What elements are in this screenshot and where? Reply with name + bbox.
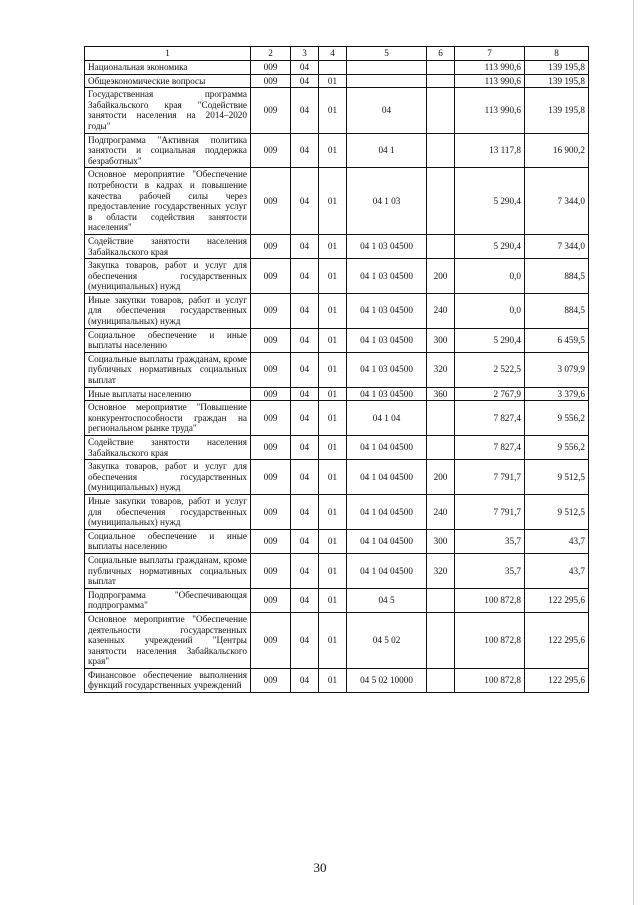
department-code-cell: 009 xyxy=(251,612,291,668)
section-code-cell: 04 xyxy=(291,553,319,588)
department-code-cell: 009 xyxy=(251,88,291,133)
amount-year2-cell: 884,5 xyxy=(525,259,589,294)
table-row xyxy=(85,387,589,401)
table-row xyxy=(85,61,589,75)
expense-type-cell xyxy=(427,88,455,133)
department-code-cell: 009 xyxy=(251,328,291,352)
target-article-cell: 04 1 04 xyxy=(347,401,427,436)
item-name-cell: Национальная экономика xyxy=(85,61,251,75)
header-cell: 8 xyxy=(525,47,589,61)
amount-year2-cell: 122 295,6 xyxy=(525,612,589,668)
subsection-code-cell: 01 xyxy=(319,88,347,133)
amount-year2-cell: 122 295,6 xyxy=(525,588,589,612)
section-code-cell: 04 xyxy=(291,293,319,328)
item-name-cell: Социальные выплаты гражданам, кроме публичных нормативных социальных выплат xyxy=(85,352,251,387)
page-edge xyxy=(633,0,634,905)
table-row xyxy=(85,529,589,553)
header-cell: 3 xyxy=(291,47,319,61)
expense-type-cell xyxy=(427,668,455,692)
table-row xyxy=(85,328,589,352)
subsection-code-cell: 01 xyxy=(319,588,347,612)
target-article-cell: 04 1 03 04500 xyxy=(347,234,427,258)
table-row xyxy=(85,293,589,328)
item-name-cell: Подпрограмма "Активная политика занятости и социальная поддержка безработных" xyxy=(85,133,251,168)
amount-year2-cell: 6 459,5 xyxy=(525,328,589,352)
header-cell: 2 xyxy=(251,47,291,61)
section-code-cell: 04 xyxy=(291,588,319,612)
section-code-cell: 04 xyxy=(291,328,319,352)
expense-type-cell: 320 xyxy=(427,553,455,588)
expense-type-cell: 320 xyxy=(427,352,455,387)
item-name-cell: Социальные выплаты гражданам, кроме публичных нормативных социальных выплат xyxy=(85,553,251,588)
section-code-cell: 04 xyxy=(291,352,319,387)
item-name-cell: Социальное обеспечение и иные выплаты населению xyxy=(85,529,251,553)
target-article-cell: 04 xyxy=(347,88,427,133)
section-code-cell: 04 xyxy=(291,234,319,258)
target-article-cell: 04 1 04 04500 xyxy=(347,494,427,529)
amount-year1-cell: 35,7 xyxy=(455,529,525,553)
amount-year2-cell: 43,7 xyxy=(525,553,589,588)
expense-type-cell xyxy=(427,612,455,668)
expense-type-cell: 240 xyxy=(427,293,455,328)
amount-year2-cell: 7 344,0 xyxy=(525,168,589,235)
amount-year2-cell: 9 556,2 xyxy=(525,401,589,436)
amount-year2-cell: 43,7 xyxy=(525,529,589,553)
department-code-cell: 009 xyxy=(251,61,291,75)
department-code-cell: 009 xyxy=(251,168,291,235)
table-row xyxy=(85,588,589,612)
amount-year2-cell: 122 295,6 xyxy=(525,668,589,692)
amount-year1-cell: 7 791,7 xyxy=(455,460,525,495)
amount-year1-cell: 7 827,4 xyxy=(455,401,525,436)
amount-year1-cell: 5 290,4 xyxy=(455,328,525,352)
section-code-cell: 04 xyxy=(291,460,319,495)
header-cell: 4 xyxy=(319,47,347,61)
subsection-code-cell: 01 xyxy=(319,612,347,668)
table-row xyxy=(85,234,589,258)
department-code-cell: 009 xyxy=(251,436,291,460)
amount-year1-cell: 7 827,4 xyxy=(455,436,525,460)
department-code-cell: 009 xyxy=(251,259,291,294)
section-code-cell: 04 xyxy=(291,88,319,133)
target-article-cell: 04 1 03 04500 xyxy=(347,387,427,401)
section-code-cell: 04 xyxy=(291,133,319,168)
item-name-cell: Основное мероприятие "Обеспечение потребности в кадрах и повышение качества рабочей силы через предоставление государственных услуг в области содействия занятости населения" xyxy=(85,168,251,235)
subsection-code-cell: 01 xyxy=(319,460,347,495)
section-code-cell: 04 xyxy=(291,612,319,668)
amount-year1-cell: 5 290,4 xyxy=(455,168,525,235)
amount-year1-cell: 7 791,7 xyxy=(455,494,525,529)
table-row xyxy=(85,168,589,235)
subsection-code-cell: 01 xyxy=(319,168,347,235)
section-code-cell: 04 xyxy=(291,529,319,553)
amount-year2-cell: 9 512,5 xyxy=(525,494,589,529)
expense-type-cell xyxy=(427,401,455,436)
expense-type-cell xyxy=(427,234,455,258)
amount-year1-cell: 100 872,8 xyxy=(455,588,525,612)
amount-year1-cell: 5 290,4 xyxy=(455,234,525,258)
expense-type-cell xyxy=(427,588,455,612)
subsection-code-cell xyxy=(319,61,347,75)
department-code-cell: 009 xyxy=(251,401,291,436)
table-row xyxy=(85,133,589,168)
department-code-cell: 009 xyxy=(251,387,291,401)
section-code-cell: 04 xyxy=(291,168,319,235)
target-article-cell xyxy=(347,61,427,75)
table-header-row xyxy=(85,47,589,61)
budget-table xyxy=(84,46,589,693)
target-article-cell: 04 5 02 xyxy=(347,612,427,668)
department-code-cell: 009 xyxy=(251,588,291,612)
item-name-cell: Иные закупки товаров, работ и услуг для обеспечения государственных (муниципальных) нужд xyxy=(85,494,251,529)
department-code-cell: 009 xyxy=(251,133,291,168)
expense-type-cell xyxy=(427,168,455,235)
target-article-cell: 04 5 02 10000 xyxy=(347,668,427,692)
header-cell: 6 xyxy=(427,47,455,61)
section-code-cell: 04 xyxy=(291,74,319,88)
subsection-code-cell: 01 xyxy=(319,494,347,529)
department-code-cell: 009 xyxy=(251,529,291,553)
section-code-cell: 04 xyxy=(291,61,319,75)
expense-type-cell: 360 xyxy=(427,387,455,401)
page-number: 30 xyxy=(313,860,327,875)
header-cell: 1 xyxy=(85,47,251,61)
expense-type-cell: 300 xyxy=(427,529,455,553)
expense-type-cell xyxy=(427,133,455,168)
section-code-cell: 04 xyxy=(291,387,319,401)
item-name-cell: Основное мероприятие "Повышение конкурентоспособности граждан на региональном рынке труда" xyxy=(85,401,251,436)
amount-year2-cell: 3 079,9 xyxy=(525,352,589,387)
amount-year2-cell: 9 556,2 xyxy=(525,436,589,460)
target-article-cell: 04 1 04 04500 xyxy=(347,460,427,495)
subsection-code-cell: 01 xyxy=(319,436,347,460)
department-code-cell: 009 xyxy=(251,553,291,588)
amount-year1-cell: 113 990,6 xyxy=(455,88,525,133)
header-cell: 5 xyxy=(347,47,427,61)
department-code-cell: 009 xyxy=(251,74,291,88)
table-row xyxy=(85,259,589,294)
expense-type-cell: 200 xyxy=(427,460,455,495)
target-article-cell: 04 1 04 04500 xyxy=(347,553,427,588)
subsection-code-cell: 01 xyxy=(319,668,347,692)
amount-year2-cell: 3 379,6 xyxy=(525,387,589,401)
item-name-cell: Основное мероприятие "Обеспечение деятельности государственных казенных учреждений "Центры занятости населения Забайкальского края" xyxy=(85,612,251,668)
table-row xyxy=(85,553,589,588)
target-article-cell: 04 1 04 04500 xyxy=(347,436,427,460)
amount-year2-cell: 884,5 xyxy=(525,293,589,328)
amount-year2-cell: 7 344,0 xyxy=(525,234,589,258)
subsection-code-cell: 01 xyxy=(319,328,347,352)
subsection-code-cell: 01 xyxy=(319,293,347,328)
table-row xyxy=(85,88,589,133)
table-row xyxy=(85,668,589,692)
item-name-cell: Закупка товаров, работ и услуг для обеспечения государственных (муниципальных) нужд xyxy=(85,259,251,294)
department-code-cell: 009 xyxy=(251,234,291,258)
table-row xyxy=(85,494,589,529)
section-code-cell: 04 xyxy=(291,494,319,529)
amount-year1-cell: 100 872,8 xyxy=(455,668,525,692)
expense-type-cell: 240 xyxy=(427,494,455,529)
subsection-code-cell: 01 xyxy=(319,387,347,401)
item-name-cell: Подпрограмма "Обеспечивающая подпрограмма" xyxy=(85,588,251,612)
target-article-cell xyxy=(347,74,427,88)
item-name-cell: Финансовое обеспечение выполнения функций государственных учреждений xyxy=(85,668,251,692)
amount-year1-cell: 0,0 xyxy=(455,293,525,328)
table-row xyxy=(85,460,589,495)
target-article-cell: 04 1 04 04500 xyxy=(347,529,427,553)
amount-year1-cell: 35,7 xyxy=(455,553,525,588)
subsection-code-cell: 01 xyxy=(319,529,347,553)
section-code-cell: 04 xyxy=(291,436,319,460)
amount-year2-cell: 139 195,8 xyxy=(525,88,589,133)
expense-type-cell: 200 xyxy=(427,259,455,294)
amount-year1-cell: 13 117,8 xyxy=(455,133,525,168)
amount-year1-cell: 100 872,8 xyxy=(455,612,525,668)
expense-type-cell xyxy=(427,74,455,88)
target-article-cell: 04 1 03 04500 xyxy=(347,328,427,352)
subsection-code-cell: 01 xyxy=(319,553,347,588)
item-name-cell: Иные закупки товаров, работ и услуг для обеспечения государственных (муниципальных) нужд xyxy=(85,293,251,328)
target-article-cell: 04 1 03 04500 xyxy=(347,293,427,328)
department-code-cell: 009 xyxy=(251,352,291,387)
table-row xyxy=(85,436,589,460)
amount-year2-cell: 9 512,5 xyxy=(525,460,589,495)
target-article-cell: 04 1 03 xyxy=(347,168,427,235)
subsection-code-cell: 01 xyxy=(319,234,347,258)
item-name-cell: Закупка товаров, работ и услуг для обеспечения государственных (муниципальных) нужд xyxy=(85,460,251,495)
amount-year2-cell: 139 195,8 xyxy=(525,74,589,88)
table-row xyxy=(85,401,589,436)
header-cell: 7 xyxy=(455,47,525,61)
department-code-cell: 009 xyxy=(251,668,291,692)
amount-year2-cell: 16 900,2 xyxy=(525,133,589,168)
amount-year2-cell: 139 195,8 xyxy=(525,61,589,75)
amount-year1-cell: 0,0 xyxy=(455,259,525,294)
table-row xyxy=(85,352,589,387)
amount-year1-cell: 2 767,9 xyxy=(455,387,525,401)
item-name-cell: Государственная программа Забайкальского края "Содействие занятости населения на 2014–2020 годы" xyxy=(85,88,251,133)
department-code-cell: 009 xyxy=(251,494,291,529)
section-code-cell: 04 xyxy=(291,401,319,436)
expense-type-cell xyxy=(427,436,455,460)
amount-year1-cell: 113 990,6 xyxy=(455,74,525,88)
target-article-cell: 04 5 xyxy=(347,588,427,612)
subsection-code-cell: 01 xyxy=(319,401,347,436)
item-name-cell: Иные выплаты населению xyxy=(85,387,251,401)
subsection-code-cell: 01 xyxy=(319,259,347,294)
item-name-cell: Общеэкономические вопросы xyxy=(85,74,251,88)
subsection-code-cell: 01 xyxy=(319,74,347,88)
item-name-cell: Содействие занятости населения Забайкальского края xyxy=(85,436,251,460)
amount-year1-cell: 2 522,5 xyxy=(455,352,525,387)
table-row xyxy=(85,612,589,668)
subsection-code-cell: 01 xyxy=(319,133,347,168)
target-article-cell: 04 1 03 04500 xyxy=(347,259,427,294)
expense-type-cell: 300 xyxy=(427,328,455,352)
section-code-cell: 04 xyxy=(291,668,319,692)
department-code-cell: 009 xyxy=(251,460,291,495)
target-article-cell: 04 1 xyxy=(347,133,427,168)
expense-type-cell xyxy=(427,61,455,75)
amount-year1-cell: 113 990,6 xyxy=(455,61,525,75)
department-code-cell: 009 xyxy=(251,293,291,328)
item-name-cell: Содействие занятости населения Забайкальского края xyxy=(85,234,251,258)
item-name-cell: Социальное обеспечение и иные выплаты населению xyxy=(85,328,251,352)
table-row xyxy=(85,74,589,88)
target-article-cell: 04 1 03 04500 xyxy=(347,352,427,387)
subsection-code-cell: 01 xyxy=(319,352,347,387)
section-code-cell: 04 xyxy=(291,259,319,294)
